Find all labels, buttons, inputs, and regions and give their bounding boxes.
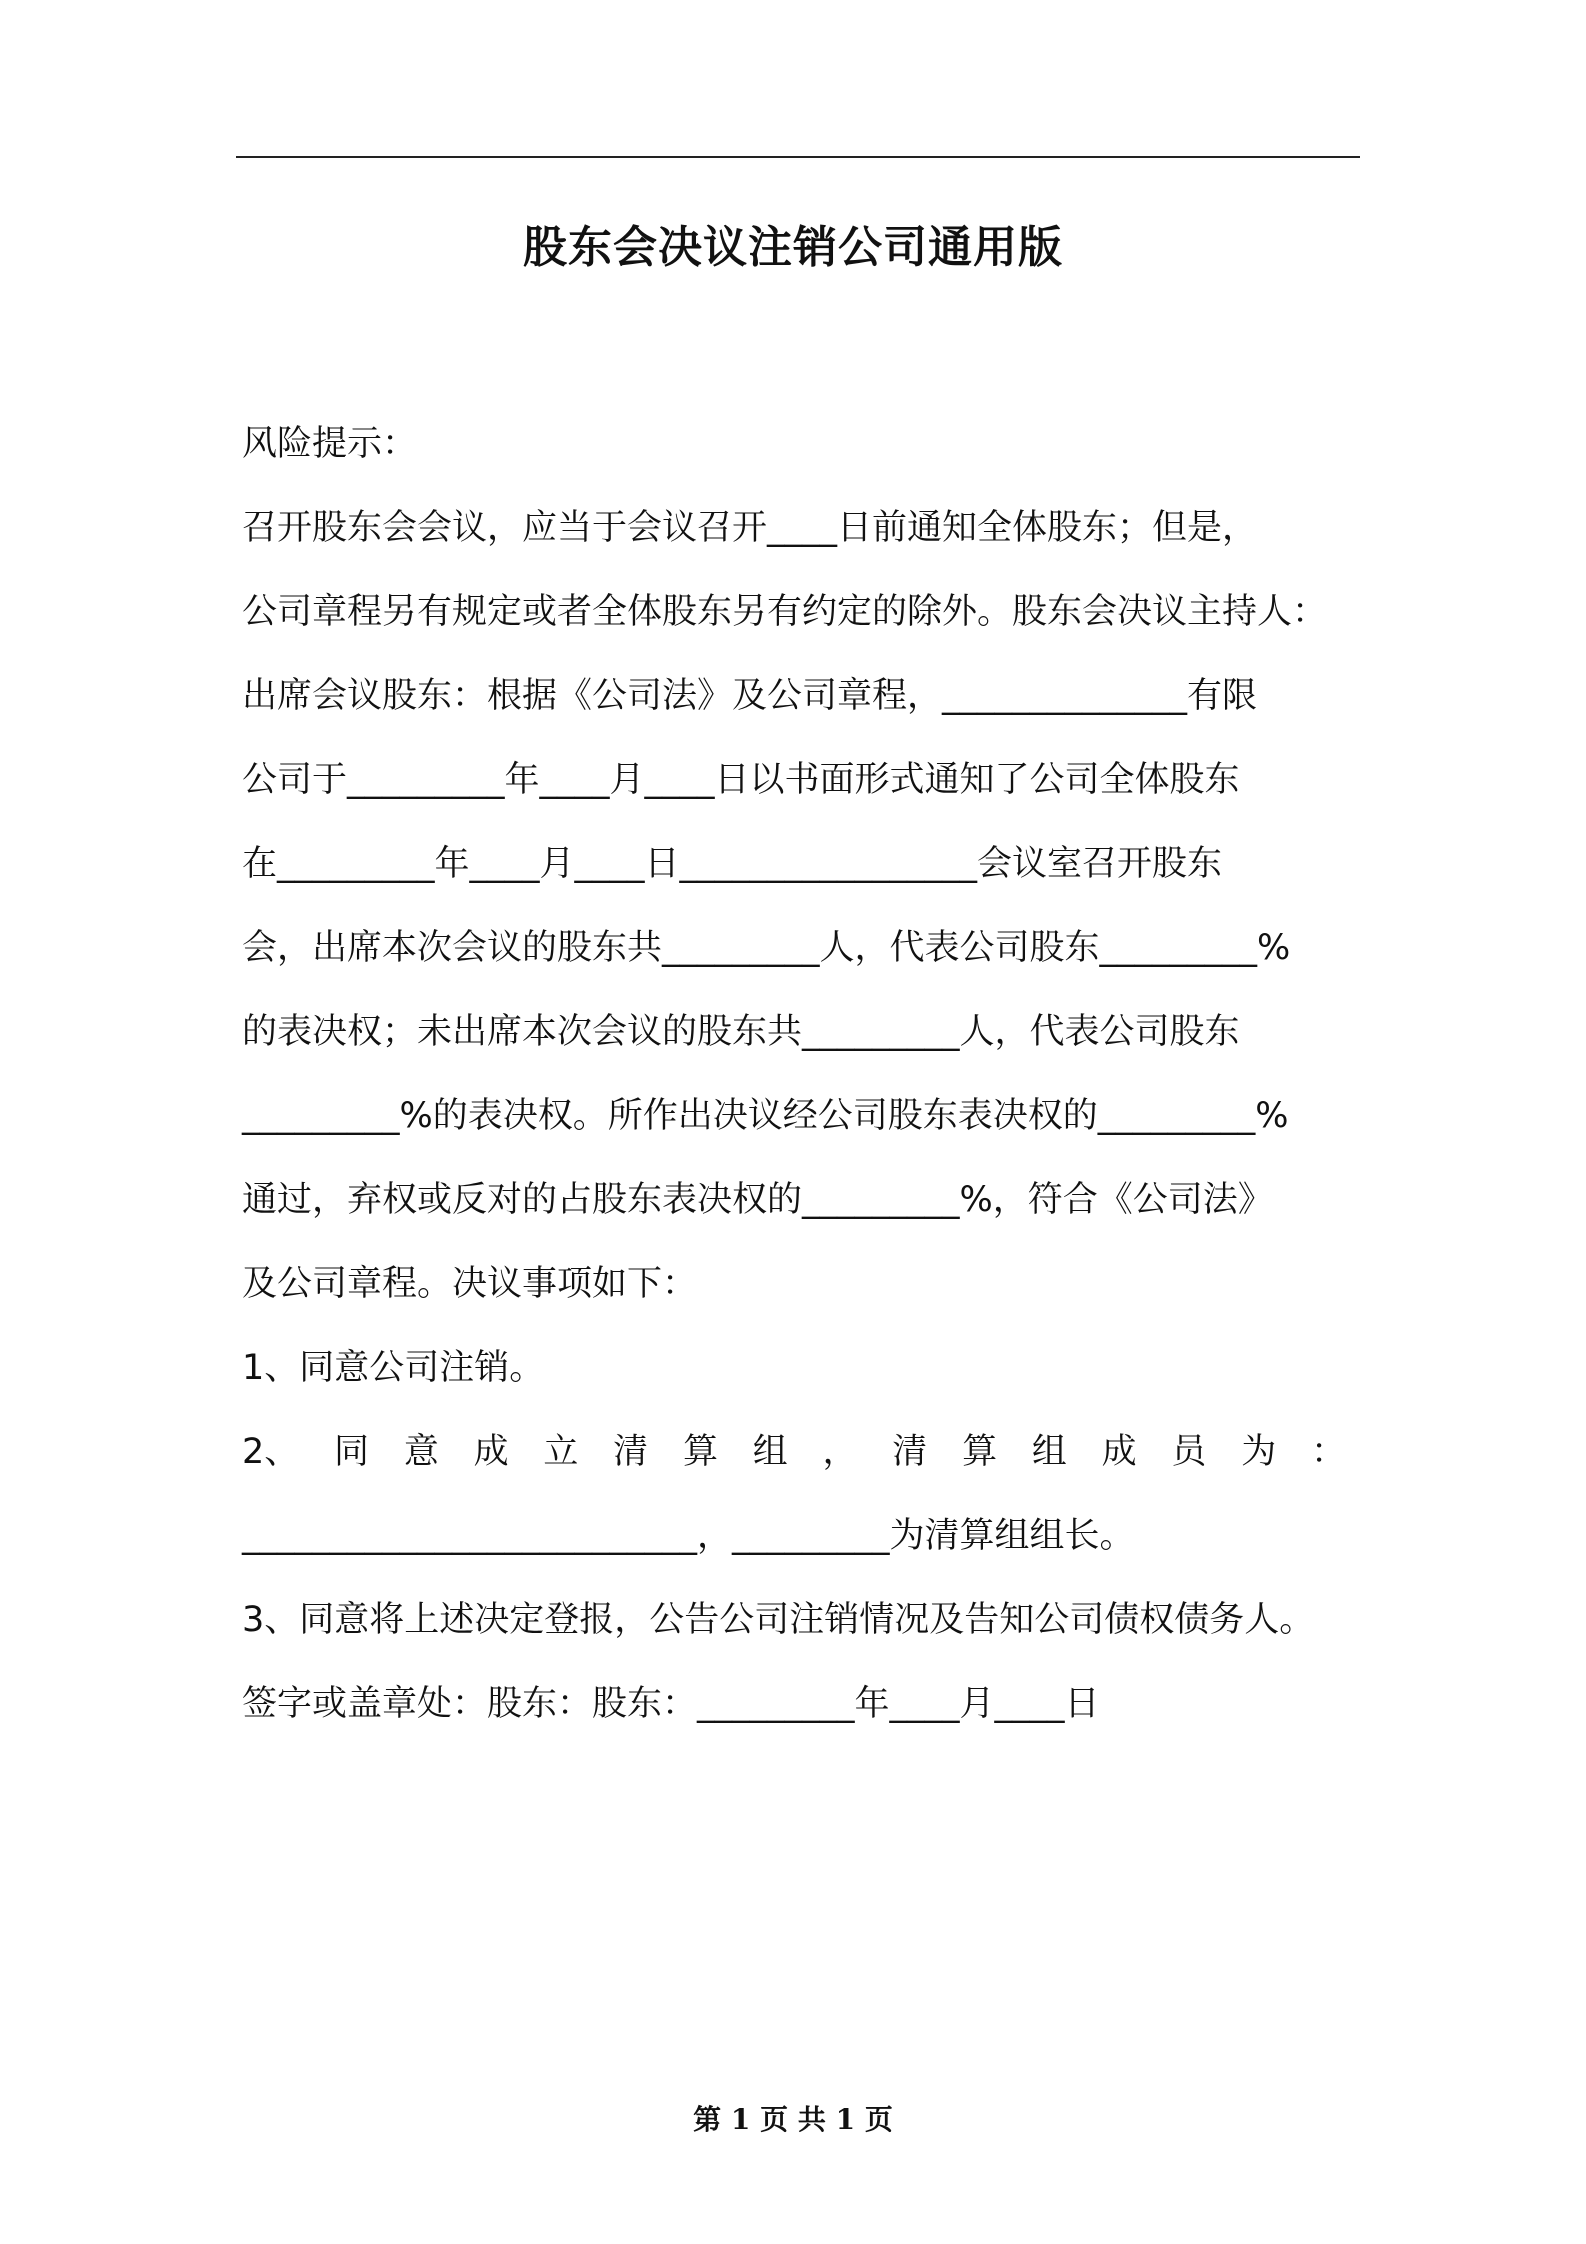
item-2-char: 2、 [242,1432,300,1472]
resolution-item-1: 1、同意公司注销。 [242,1348,545,1388]
body-line: 通过，弃权或反对的占股东表决权的_________%，符合《公司法》 [242,1180,1273,1220]
item-2-char: 成 [1101,1432,1137,1472]
item-2-char: 算 [962,1432,998,1472]
item-2-char: 为 [1241,1432,1277,1472]
resolution-item-3: 3、同意将上述决定登报，公告公司注销情况及告知公司债权债务人。 [242,1600,1315,1640]
item-2-char: 清 [613,1432,649,1472]
body-line: 公司于_________年____月____日以书面形式通知了公司全体股东 [242,760,1240,800]
risk-notice-heading: 风险提示： [242,424,418,464]
body-line: 在_________年____月____日_________________会议室召开股东 [242,844,1223,884]
document-body [242,402,1392,1746]
body-line: _________%的表决权。所作出决议经公司股东表决权的_________% [242,1096,1289,1136]
body-line: 公司章程另有规定或者全体股东另有约定的除外。股东会决议主持人： [242,592,1328,632]
resolution-item-2 [242,1410,1346,1494]
item-2-char: ， [822,1432,858,1472]
body-line: 及公司章程。决议事项如下： [242,1264,698,1304]
item-2-char: 成 [473,1432,509,1472]
item-2-char: 意 [403,1432,439,1472]
item-2-char: 清 [892,1432,928,1472]
body-line: 的表决权；未出席本次会议的股东共_________人，代表公司股东 [242,1012,1240,1052]
item-2-char: 同 [334,1432,370,1472]
body-line: 会，出席本次会议的股东共_________人，代表公司股东_________% [242,928,1291,968]
page-number: 第 1 页 共 1 页 [693,2103,893,2136]
item-2-char: ： [1310,1432,1346,1472]
body-line: 召开股东会会议，应当于会议召开____日前通知全体股东；但是， [242,508,1258,548]
document-title: 股东会决议注销公司通用版 [523,222,1063,273]
liquidation-group-line: __________________________，_________为清算组组长。 [242,1516,1135,1556]
item-2-char: 立 [543,1432,579,1472]
signature-line: 签字或盖章处：股东：股东：_________年____月____日 [242,1684,1100,1724]
item-2-char: 组 [752,1432,788,1472]
item-2-char: 组 [1031,1432,1067,1472]
header-rule [236,156,1360,158]
body-line: 出席会议股东：根据《公司法》及公司章程，______________有限 [242,676,1258,716]
item-2-char: 员 [1171,1432,1207,1472]
item-2-char: 算 [682,1432,718,1472]
